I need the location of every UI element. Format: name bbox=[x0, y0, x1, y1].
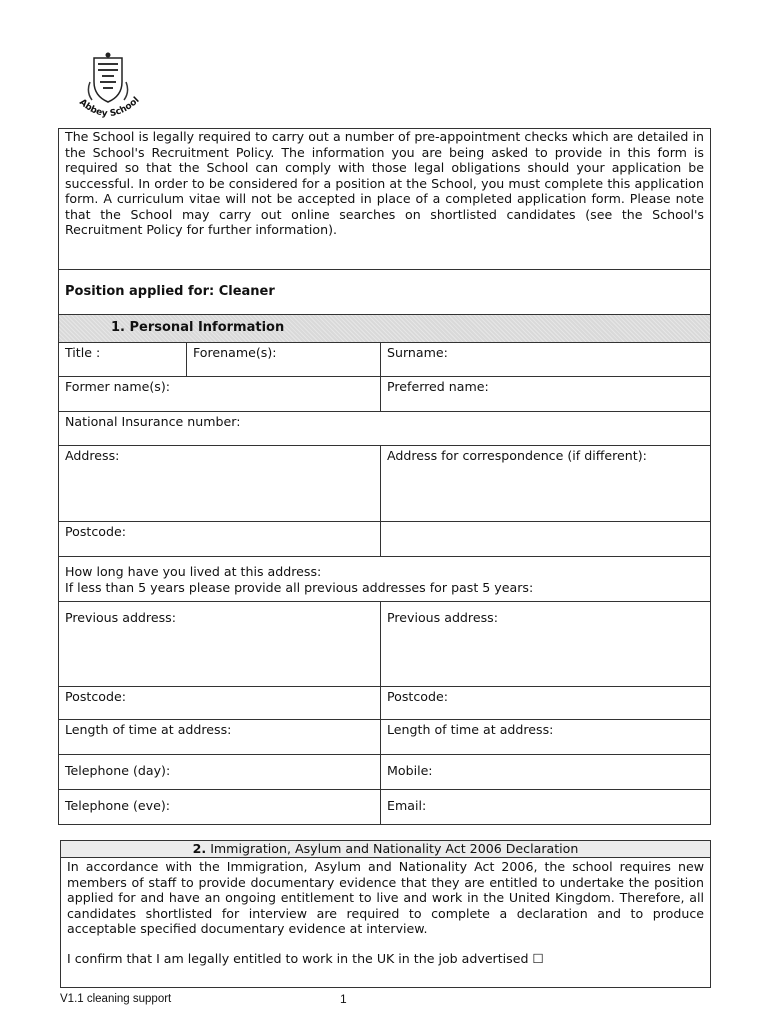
page-number: 1 bbox=[340, 992, 347, 1006]
correspondence-postcode-field[interactable] bbox=[380, 521, 711, 557]
logo-text: Abbey School bbox=[77, 95, 142, 120]
correspondence-address-field[interactable] bbox=[380, 445, 711, 522]
address-label: Address: bbox=[65, 448, 120, 463]
length-of-time-field-1[interactable] bbox=[58, 719, 381, 755]
position-box bbox=[58, 269, 711, 315]
section2-box bbox=[60, 840, 711, 988]
postcode-field[interactable] bbox=[58, 521, 381, 557]
address-field[interactable] bbox=[58, 445, 381, 522]
preferred-name-label: Preferred name: bbox=[387, 379, 489, 394]
preferred-name-field[interactable] bbox=[380, 376, 711, 412]
correspondence-label: Address for correspondence (if different): bbox=[387, 448, 647, 463]
mobile-label: Mobile: bbox=[387, 763, 433, 778]
mobile-field[interactable] bbox=[380, 754, 711, 790]
intro-text: The School is legally required to carry out a number of pre-appointment checks which are detailed in the School's Recruitment Policy. The information you are being asked to provide in this form is required so that the School can comply with those legal obligations should your application be successful. In order to be considered for a position at the School, you must complete this application form. A curriculum vitae will not be accepted in place of a completed application form. Please note that the School may carry out online searches on shortlisted candidates (see the School's Recruitment Policy for further information). bbox=[65, 129, 704, 237]
previous-postcode-label-1: Postcode: bbox=[65, 689, 126, 704]
intro-box bbox=[58, 128, 711, 270]
tel-eve-label: Telephone (eve): bbox=[65, 798, 170, 813]
surname-label: Surname: bbox=[387, 345, 448, 360]
postcode-label: Postcode: bbox=[65, 524, 126, 539]
school-logo bbox=[72, 52, 144, 128]
section2-body: In accordance with the Immigration, Asylum and Nationality Act 2006, the school requires new members of staff to provide documentary evidence that they are entitled to undertake the position applied for and have an ongoing entitlement to live and work in the United Kingdom. Therefore, all candidates shortlisted for interview are required to complete a declaration and to produce acceptable specified documentary evidence at interview. bbox=[67, 859, 704, 936]
section2-number: 2. bbox=[192, 841, 207, 856]
forename-label: Forename(s): bbox=[193, 345, 277, 360]
confirm-checkbox[interactable]: ☐ bbox=[532, 950, 544, 966]
section2-title: Immigration, Asylum and Nationality Act 2006 Declaration bbox=[210, 841, 579, 856]
footer-version: V1.1 cleaning support bbox=[60, 993, 172, 1005]
tel-day-label: Telephone (day): bbox=[65, 763, 171, 778]
previous-address-label-2: Previous address: bbox=[387, 610, 498, 625]
previous-postcode-field-2[interactable] bbox=[380, 686, 711, 720]
telephone-eve-field[interactable] bbox=[58, 789, 381, 825]
telephone-day-field[interactable] bbox=[58, 754, 381, 790]
former-name-label: Former name(s): bbox=[65, 379, 170, 394]
section1-title: 1. Personal Information bbox=[111, 320, 285, 335]
former-name-field[interactable] bbox=[58, 376, 381, 412]
title-field[interactable] bbox=[58, 342, 187, 377]
forename-field[interactable] bbox=[186, 342, 381, 377]
email-field[interactable] bbox=[380, 789, 711, 825]
previous-address-label-1: Previous address: bbox=[65, 610, 176, 625]
confirm-text: I confirm that I am legally entitled to work in the UK in the job advertised bbox=[67, 950, 529, 966]
length-label-2: Length of time at address: bbox=[387, 722, 554, 737]
crest-icon bbox=[72, 52, 144, 128]
previous-postcode-field-1[interactable] bbox=[58, 686, 381, 720]
email-label: Email: bbox=[387, 798, 427, 813]
previous-address-field-2[interactable] bbox=[380, 601, 711, 687]
section2-header bbox=[61, 841, 710, 858]
how-long-field[interactable] bbox=[58, 556, 711, 602]
surname-field[interactable] bbox=[380, 342, 711, 377]
how-long-line2: If less than 5 years please provide all previous addresses for past 5 years: bbox=[65, 580, 534, 595]
title-label: Title : bbox=[65, 345, 101, 360]
how-long-line1: How long have you lived at this address: bbox=[65, 564, 322, 579]
previous-address-field-1[interactable] bbox=[58, 601, 381, 687]
position-label: Position applied for: Cleaner bbox=[65, 284, 275, 299]
previous-postcode-label-2: Postcode: bbox=[387, 689, 448, 704]
ni-label: National Insurance number: bbox=[65, 414, 241, 429]
section1-header bbox=[58, 314, 711, 343]
ni-number-field[interactable] bbox=[58, 411, 711, 446]
confirm-line bbox=[67, 951, 704, 967]
length-label-1: Length of time at address: bbox=[65, 722, 232, 737]
length-of-time-field-2[interactable] bbox=[380, 719, 711, 755]
